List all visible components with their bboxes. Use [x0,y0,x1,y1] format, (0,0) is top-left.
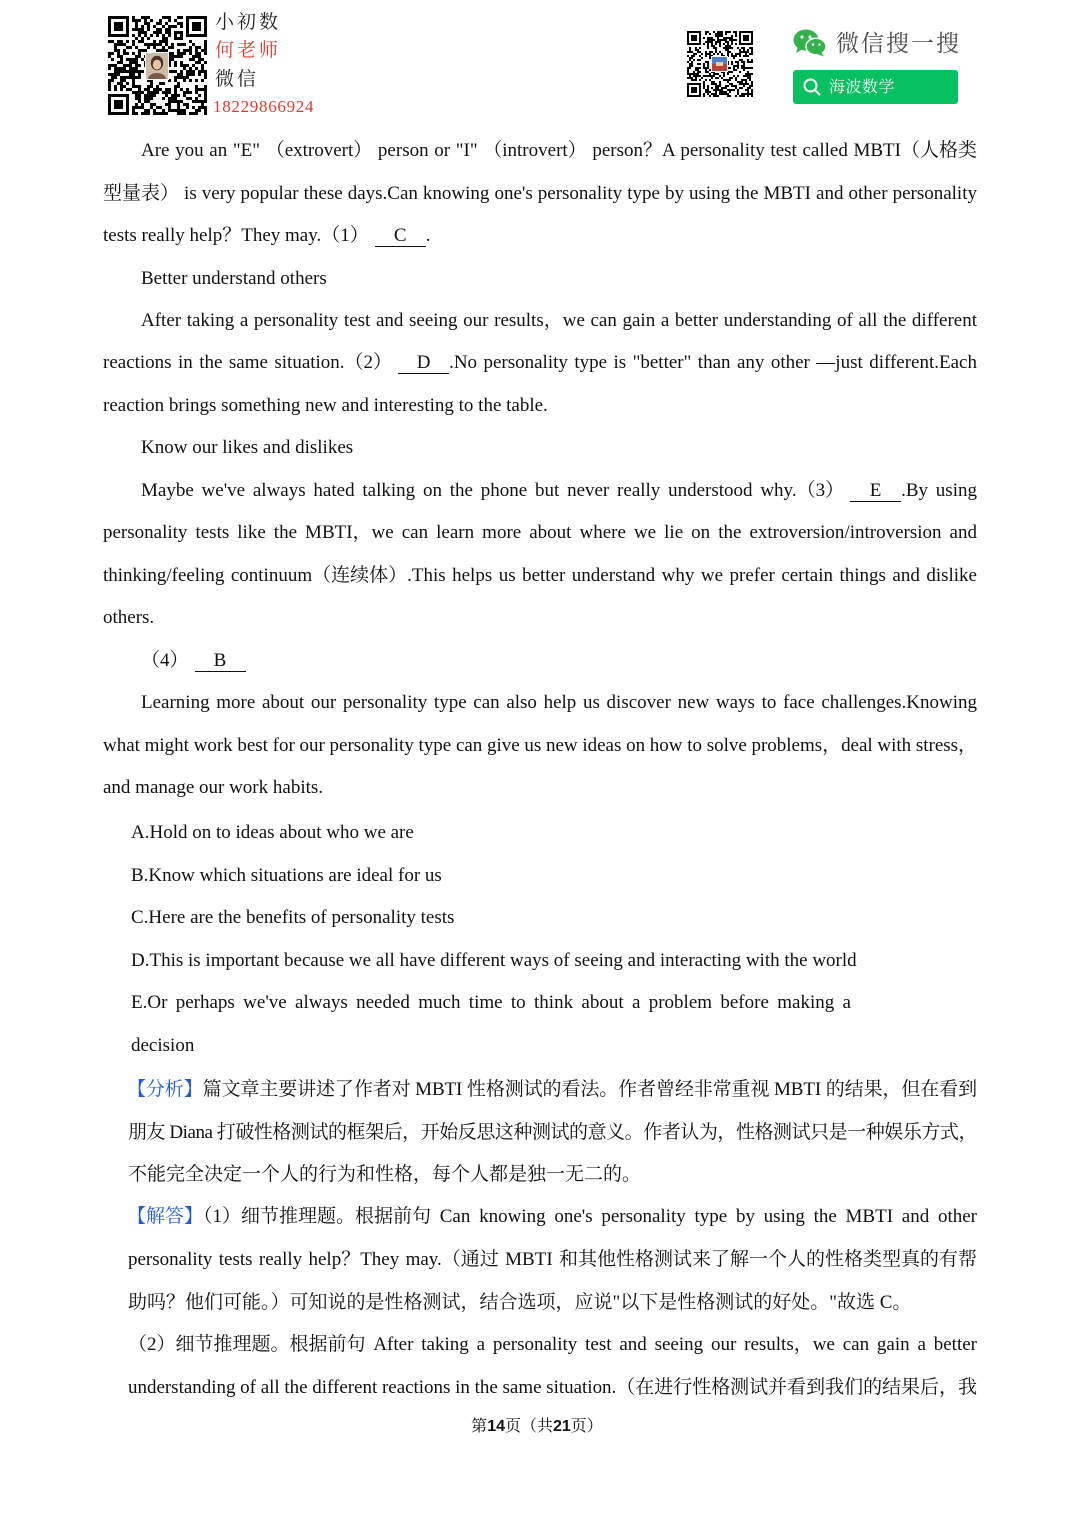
answer-line: understanding of all the different reactions in the same situation.（在进行性格测试并看到我们的结果后，我 [128,1377,977,1398]
search-icon [803,78,821,96]
avatar-photo [145,52,169,80]
page-footer [0,1412,1074,1442]
line-text: reactions in the same situation.（2） [103,352,393,373]
passage-line: Learning more about our personality type can also help us discover new ways to face challenges.Knowing [141,692,977,713]
answer-blank-1: C [375,226,426,247]
answer-blank-3: E [850,481,901,502]
search-button-label: 海波数学 [829,77,896,96]
answer-blank-4: B [195,651,246,672]
analysis-line [127,1075,977,1105]
contact-wechat-label: 微信 [215,68,260,90]
answer-line: 助吗？他们可能。）可知说的是性格测试，结合选项，应说"以下是性格测试的好处。"故选 C。 [128,1292,912,1313]
line-text: .By using [901,480,977,501]
analysis-tag: 【分析】 [127,1079,203,1100]
section-heading-blank-4 [141,646,977,676]
passage-line: Are you an "E" （extrovert） person or "I" （introvert） person？A personality test called MBTI（人格类 [141,140,977,161]
section-heading: Better understand others [141,268,327,289]
passage-line: 型量表） is very popular these days.Can knowing one's personality type by using the MBTI and other personality [103,183,977,204]
passage-line-with-blank-1 [103,221,977,251]
qr-center-photo [711,56,728,72]
passage-line-with-blank-3 [141,476,977,506]
line-text: Maybe we've always hated talking on the phone but never really understood why.（3） [141,480,845,501]
option-b: B.Know which situations are ideal for us [131,865,442,886]
passage-line: others. [103,607,155,628]
option-e-continued: decision [131,1035,195,1056]
current-page-number: 14 [487,1418,505,1435]
answer-line: （2）细节推理题。根据前句 After taking a personality test and seeing our results，we can gain a better [128,1334,977,1355]
line-text: . [425,225,431,246]
answer-line [127,1202,977,1232]
option-d: D.This is important because we all have different ways of seeing and interacting with the world [131,950,857,971]
search-button[interactable] [793,70,958,104]
option-e: E.Or perhaps we've always needed much time to think about a problem before making a [131,992,851,1013]
passage-line: thinking/feeling continuum（连续体）.This helps us better understand why we prefer certain things and dislike [103,565,977,586]
footer-middle: 页（共 [504,1418,553,1435]
contact-phone-number: 18229866924 [213,97,315,116]
answer-blank-2: D [398,353,449,374]
answer-tag: 【解答】 [127,1206,204,1227]
passage-line: personality tests like the MBTI，we can learn more about where we lie on the extroversion/introversion and [103,522,977,543]
section-heading: Know our likes and dislikes [141,437,354,458]
passage-line: what might work best for our personality type can give us new ideas on how to solve problems，deal with stress， [103,735,977,756]
total-page-count: 21 [553,1418,571,1435]
passage-line: and manage our work habits. [103,777,324,798]
footer-prefix: 第 [471,1418,488,1435]
line-text: .No personality type is "better" than any other —just different.Each [449,352,977,373]
analysis-line: 不能完全决定一个人的行为和性格，每个人都是独一无二的。 [128,1164,642,1185]
line-text: （1）细节推理题。根据前句 Can knowing one's personality type by using the MBTI and other [203,1206,977,1227]
wechat-search-title: 微信搜一搜 [836,31,961,57]
option-a: A.Hold on to ideas about who we are [131,822,414,843]
footer-suffix: 页） [570,1418,603,1435]
line-text: tests really help？They may.（1） [103,225,369,246]
line-text: 篇文章主要讲述了作者对 MBTI 性格测试的看法。作者曾经非常重视 MBTI 的结果，但在看到 [202,1079,977,1100]
passage-line: reaction brings something new and interesting to the table. [103,395,548,416]
passage-line-with-blank-2 [103,348,977,378]
wechat-logo-icon [793,29,827,57]
option-c: C.Here are the benefits of personality tests [131,907,455,928]
passage-line: After taking a personality test and seeing our results，we can gain a better understanding of all the different [141,310,977,331]
contact-teacher-name: 何老师 [215,39,282,61]
analysis-line: 朋友 Diana 打破性格测试的框架后，开始反思这种测试的意义。作者认为，性格测试只是一种娱乐方式， [128,1122,977,1143]
answer-line: personality tests really help？They may.（通过 MBTI 和其他性格测试来了解一个人的性格类型真的有帮 [128,1249,977,1270]
blank-number: （4） [141,650,189,671]
contact-label: 小初数 [215,11,282,33]
